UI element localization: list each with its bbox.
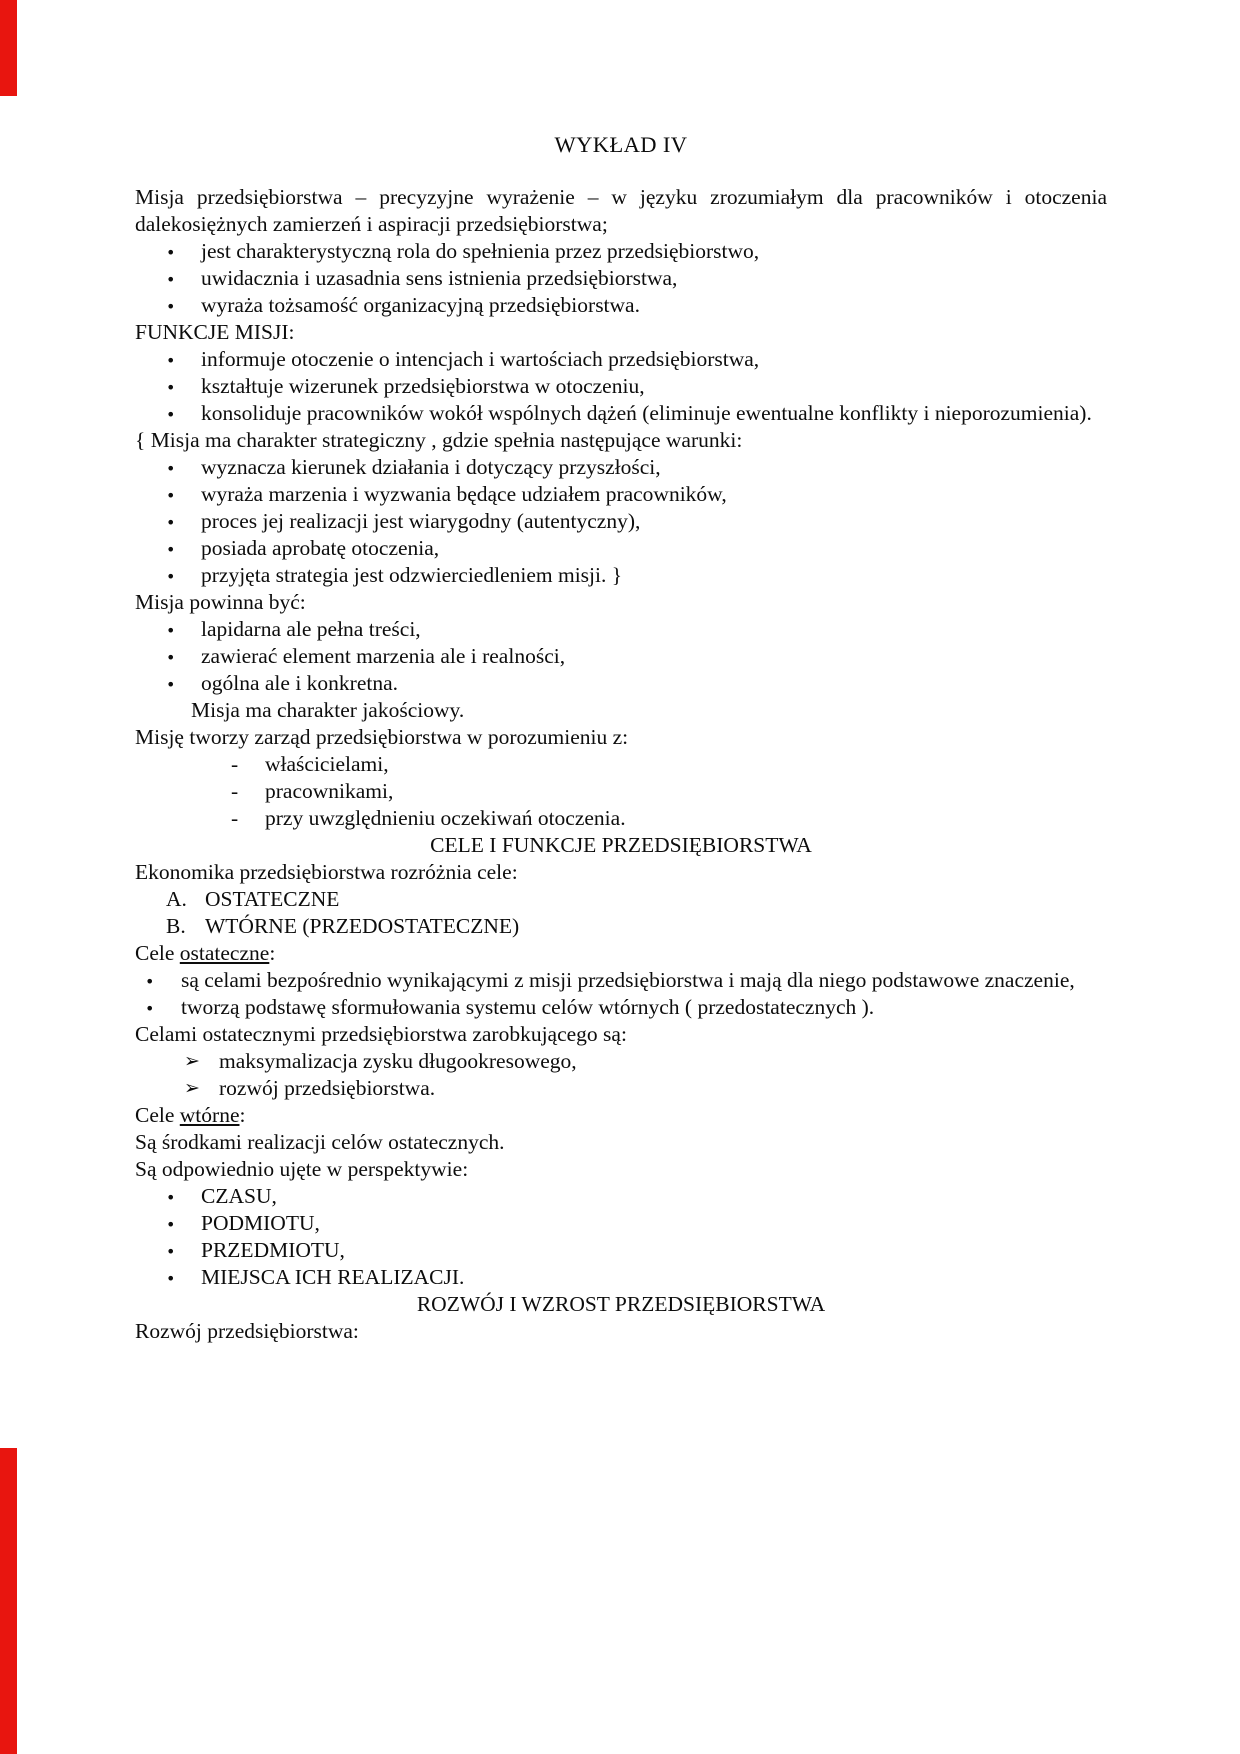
goals-functions-heading: CELE I FUNKCJE PRZEDSIĘBIORSTWA	[430, 833, 812, 857]
list-item-text: PRZEDMIOTU,	[201, 1238, 345, 1262]
dash-icon: -	[231, 752, 239, 776]
arrow-bullet-icon: ➢	[184, 1077, 200, 1099]
list-item	[135, 670, 1107, 697]
bullet-icon: •	[166, 486, 176, 505]
strategic-intro: { Misja ma charakter strategiczny , gdzie spełnia następujące warunki:	[135, 428, 743, 452]
heading-underlined: ostateczne	[179, 941, 270, 965]
bullet-icon: •	[166, 621, 176, 640]
list-item	[135, 481, 1107, 508]
list-item-text: pracownikami,	[265, 779, 394, 803]
profit-goals-intro: Celami ostatecznymi przedsiębiorstwa zarobkującego są:	[135, 1022, 627, 1046]
heading-suffix: :	[239, 1103, 246, 1127]
mission-should-be-heading: Misja powinna być:	[135, 590, 306, 614]
strategic-conditions-list	[135, 454, 1107, 589]
list-item-text: wyznacza kierunek działania i dotyczący przyszłości,	[201, 455, 661, 479]
bullet-icon: •	[166, 297, 176, 316]
mission-functions-heading: FUNKCJE MISJI:	[135, 320, 295, 344]
list-item	[135, 1183, 1107, 1210]
list-item	[135, 778, 1107, 805]
list-item	[135, 400, 1107, 427]
economics-line: Ekonomika przedsiębiorstwa rozróżnia cele:	[135, 860, 518, 884]
bullet-icon: •	[166, 540, 176, 559]
final-goals-heading	[135, 940, 1107, 967]
list-item-text: proces jej realizacji jest wiarygodny (autentyczny),	[201, 509, 641, 533]
final-goals-list	[135, 967, 1107, 1021]
list-item	[135, 1210, 1107, 1237]
bullet-icon: •	[166, 675, 176, 694]
qualitative-line: Misja ma charakter jakościowy.	[191, 698, 465, 722]
secondary-goals-line-2: Są odpowiednio ujęte w perspektywie:	[135, 1157, 469, 1181]
list-item-text: MIEJSCA ICH REALIZACJI.	[201, 1265, 465, 1289]
list-item-text: CZASU,	[201, 1184, 277, 1208]
list-item	[135, 1264, 1107, 1291]
list-item	[135, 535, 1107, 562]
list-item-text: przy uwzględnieniu oczekiwań otoczenia.	[265, 806, 626, 830]
list-item	[135, 1048, 1107, 1075]
bullet-icon: •	[166, 243, 176, 262]
heading-suffix: :	[269, 941, 276, 965]
list-item	[135, 292, 1107, 319]
list-item	[135, 886, 1107, 913]
bullet-icon: •	[166, 648, 176, 667]
list-item	[135, 994, 1107, 1021]
secondary-goals-line-1: Są środkami realizacji celów ostatecznych.	[135, 1130, 505, 1154]
bullet-icon: •	[166, 459, 176, 478]
lecture-title: WYKŁAD IV	[554, 132, 688, 157]
list-item-text: OSTATECZNE	[205, 887, 340, 911]
secondary-goals-heading	[135, 1102, 1107, 1129]
list-item-text: informuje otoczenie o intencjach i wartościach przedsiębiorstwa,	[201, 347, 760, 371]
dash-icon: -	[231, 779, 239, 803]
goal-types-list	[135, 886, 1107, 940]
heading-prefix: Cele	[135, 1103, 180, 1127]
bullet-icon: •	[166, 405, 176, 424]
list-item-text: konsoliduje pracowników wokół wspólnych dążeń (eliminuje ewentualne konflikty i nieporozumienia).	[201, 401, 1092, 425]
list-item-text: ogólna ale i konkretna.	[201, 671, 399, 695]
list-item-text: maksymalizacja zysku długookresowego,	[219, 1049, 577, 1073]
red-margin-mark-bottom	[0, 1448, 17, 1754]
list-item	[135, 373, 1107, 400]
arrow-bullet-icon: ➢	[184, 1050, 200, 1072]
list-item	[135, 346, 1107, 373]
bullet-icon: •	[166, 567, 176, 586]
perspective-list	[135, 1183, 1107, 1291]
list-item	[135, 805, 1107, 832]
list-item	[135, 616, 1107, 643]
list-item	[135, 562, 1107, 589]
list-item-text: posiada aprobatę otoczenia,	[201, 536, 440, 560]
bullet-icon: •	[166, 513, 176, 532]
dash-icon: -	[231, 806, 239, 830]
mission-definition-paragraph: Misja przedsiębiorstwa – precyzyjne wyrażenie – w języku zrozumiałym dla pracowników i otoczenia dalekosiężnych zamierzeń i aspiracji przedsiębiorstwa;	[135, 185, 1107, 236]
list-item	[135, 967, 1107, 994]
list-item-text: jest charakterystyczną rola do spełnienia przez przedsiębiorstwo,	[201, 239, 760, 263]
bullet-icon: •	[166, 351, 176, 370]
list-item-text: WTÓRNE (PRZEDOSTATECZNE)	[205, 914, 520, 938]
bullet-icon: •	[166, 1269, 176, 1288]
mission-bullet-list	[135, 238, 1107, 319]
list-item-text: PODMIOTU,	[201, 1211, 320, 1235]
mission-functions-list	[135, 346, 1107, 427]
list-item-text: wyraża marzenia i wyzwania będące udziałem pracowników,	[201, 482, 727, 506]
red-margin-mark-top	[0, 0, 17, 96]
list-item	[135, 454, 1107, 481]
bullet-icon: •	[166, 1188, 176, 1207]
mission-should-be-list	[135, 616, 1107, 697]
list-item	[135, 643, 1107, 670]
heading-prefix: Cele	[135, 941, 180, 965]
document-content	[135, 131, 1107, 1345]
development-growth-heading: ROZWÓJ I WZROST PRZEDSIĘBIORSTWA	[416, 1292, 826, 1316]
list-item-text: są celami bezpośrednio wynikającymi z misji przedsiębiorstwa i mają dla niego podstawowe znaczenie,	[181, 968, 1075, 992]
bullet-icon: •	[145, 999, 155, 1018]
list-item-text: wyraża tożsamość organizacyjną przedsiębiorstwa.	[201, 293, 640, 317]
list-letter: B.	[166, 914, 186, 938]
list-item-text: zawierać element marzenia ale i realności,	[201, 644, 566, 668]
list-item	[135, 265, 1107, 292]
list-item-text: przyjęta strategia jest odzwierciedleniem misji. }	[201, 563, 623, 587]
bullet-icon: •	[166, 378, 176, 397]
bullet-icon: •	[145, 972, 155, 991]
list-item	[135, 238, 1107, 265]
mission-created-with-list	[135, 751, 1107, 832]
development-line: Rozwój przedsiębiorstwa:	[135, 1319, 359, 1343]
list-item-text: tworzą podstawę sformułowania systemu celów wtórnych ( przedostatecznych ).	[181, 995, 875, 1019]
list-item-text: uwidacznia i uzasadnia sens istnienia przedsiębiorstwa,	[201, 266, 678, 290]
list-item-text: właścicielami,	[265, 752, 389, 776]
bullet-icon: •	[166, 1215, 176, 1234]
heading-underlined: wtórne	[179, 1103, 240, 1127]
list-letter: A.	[166, 887, 187, 911]
list-item-text: lapidarna ale pełna treści,	[201, 617, 421, 641]
list-item	[135, 751, 1107, 778]
list-item-text: rozwój przedsiębiorstwa.	[219, 1076, 436, 1100]
mission-created-by-line: Misję tworzy zarząd przedsiębiorstwa w porozumieniu z:	[135, 725, 629, 749]
list-item	[135, 913, 1107, 940]
bullet-icon: •	[166, 1242, 176, 1261]
bullet-icon: •	[166, 270, 176, 289]
profit-goals-list	[135, 1048, 1107, 1102]
list-item	[135, 508, 1107, 535]
list-item	[135, 1237, 1107, 1264]
list-item	[135, 1075, 1107, 1102]
list-item-text: kształtuje wizerunek przedsiębiorstwa w otoczeniu,	[201, 374, 645, 398]
